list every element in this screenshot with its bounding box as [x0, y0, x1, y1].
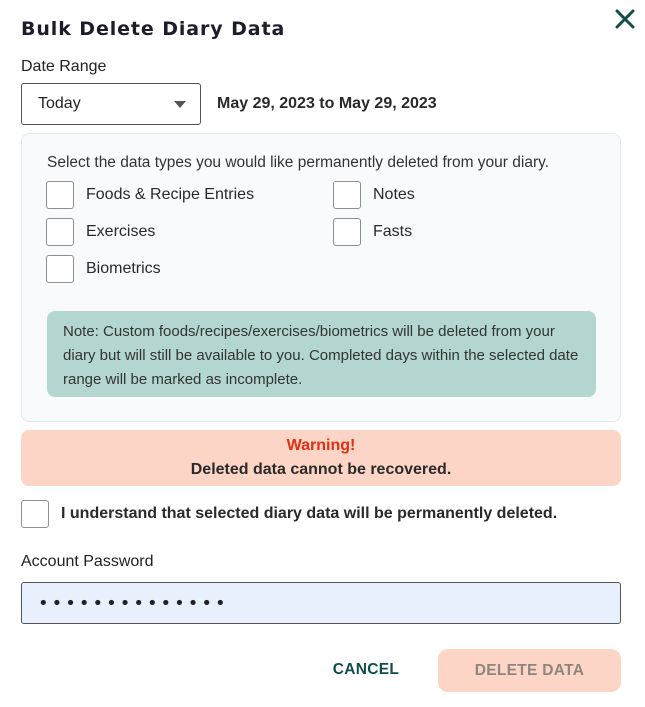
- checkbox-label: Exercises: [86, 223, 156, 240]
- date-range-select[interactable]: [21, 83, 201, 125]
- checkbox-label: Biometrics: [86, 260, 161, 277]
- checkbox-box[interactable]: [333, 181, 361, 209]
- warning-text: Deleted data cannot be recovered.: [190, 461, 452, 478]
- date-range-text: May 29, 2023 to May 29, 2023: [217, 95, 437, 112]
- date-range-selected-value: Today: [38, 95, 81, 112]
- checkbox-box[interactable]: [21, 500, 49, 528]
- checkbox-foods-recipe-entries[interactable]: [46, 181, 254, 209]
- checkbox-box[interactable]: [46, 218, 74, 246]
- acknowledge-checkbox[interactable]: [21, 500, 557, 528]
- checkbox-exercises[interactable]: [46, 218, 155, 246]
- checkbox-label: Fasts: [373, 223, 413, 240]
- dialog-title: Bulk Delete Diary Data: [21, 18, 286, 40]
- checkbox-notes[interactable]: [333, 181, 415, 209]
- cancel-button[interactable]: CANCEL: [316, 649, 416, 691]
- password-label: Account Password: [21, 553, 154, 570]
- warning-banner: [21, 430, 621, 486]
- close-icon: [615, 9, 635, 29]
- delete-data-button[interactable]: DELETE DATA: [438, 649, 621, 692]
- chevron-down-icon: [174, 101, 186, 109]
- close-button[interactable]: [612, 6, 638, 32]
- data-types-panel: [21, 133, 621, 422]
- checkbox-label: Notes: [373, 186, 415, 203]
- data-types-instruction: Select the data types you would like permanently deleted from your diary.: [47, 154, 550, 171]
- checkbox-box[interactable]: [333, 218, 361, 246]
- date-range-label: Date Range: [21, 58, 107, 75]
- checkbox-label: Foods & Recipe Entries: [86, 186, 255, 203]
- warning-title: Warning!: [286, 437, 356, 454]
- acknowledge-label: I understand that selected diary data will be permanently deleted.: [61, 505, 558, 522]
- deletion-note: Note: Custom foods/recipes/exercises/biometrics will be deleted from your diary but will still be available to you. Completed days within the selected date range will be marked as incomplete.: [47, 311, 596, 397]
- checkbox-fasts[interactable]: [333, 218, 412, 246]
- password-input[interactable]: [21, 582, 621, 624]
- checkbox-box[interactable]: [46, 255, 74, 283]
- checkbox-biometrics[interactable]: [46, 255, 161, 283]
- checkbox-box[interactable]: [46, 181, 74, 209]
